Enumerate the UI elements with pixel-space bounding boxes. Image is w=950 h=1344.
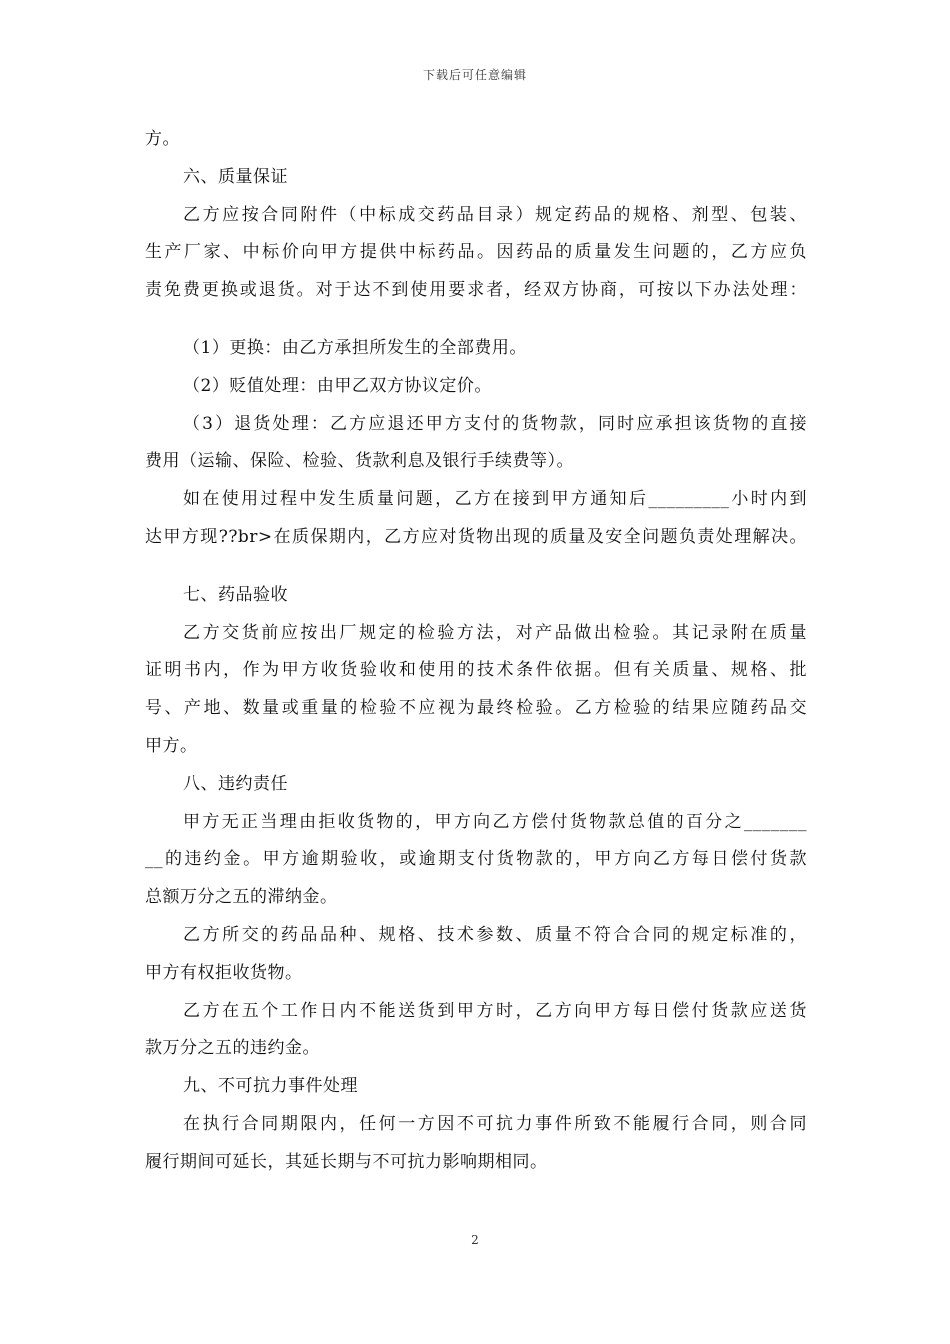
text-line: （2）贬值处理：由甲乙双方协议定价。: [183, 375, 492, 396]
page-number: 2: [471, 1233, 479, 1247]
text-line: 甲方。: [145, 735, 198, 756]
text-line: 方。: [145, 129, 180, 149]
page-header: 下载后可任意编辑: [422, 68, 527, 82]
document-body: [145, 121, 807, 1182]
text-line: 号、产地、数量或重量的检验不应视为最终检验。乙方检验的结果应随药品交: [145, 698, 807, 719]
text-line: 六、质量保证: [183, 166, 288, 187]
text-line: __的违约金。甲方逾期验收，或逾期支付货物款的，甲方向乙方每日偿付货款: [145, 849, 807, 870]
text-line: 生产厂家、中标价向甲方提供中标药品。因药品的质量发生问题的，乙方应负: [145, 242, 807, 263]
text-line: 责免费更换或退货。对于达不到使用要求者，经双方协商，可按以下办法处理：: [145, 280, 807, 301]
text-line: 总额万分之五的滞纳金。: [145, 887, 338, 908]
text-line: 证明书内，作为甲方收货验收和使用的技术条件依据。但有关质量、规格、批: [145, 660, 807, 681]
text-line: 乙方应按合同附件（中标成交药品目录）规定药品的规格、剂型、包装、: [183, 204, 807, 225]
text-line: 八、违约责任: [183, 773, 288, 794]
text-line: 乙方在五个工作日内不能送货到甲方时，乙方向甲方每日偿付货款应送货: [183, 1000, 807, 1021]
text-line: 甲方无正当理由拒收货物的，甲方向乙方偿付货物款总值的百分之_______: [183, 811, 807, 832]
text-line: 款万分之五的违约金。: [145, 1038, 320, 1059]
text-line: 履行期间可延长，其延长期与不可抗力影响期相同。: [145, 1151, 548, 1172]
text-line: （3）退货处理：乙方应退还甲方支付的货物款，同时应承担该货物的直接: [183, 413, 807, 434]
text-line: 如在使用过程中发生质量问题，乙方在接到甲方通知后_________小时内到: [183, 489, 807, 510]
text-line: 在执行合同期限内，任何一方因不可抗力事件所致不能履行合同，则合同: [183, 1113, 807, 1134]
text-line: 达甲方现??br>在质保期内，乙方应对货物出现的质量及安全问题负责处理解决。: [145, 526, 807, 547]
text-line: 费用（运输、保险、检验、货款利息及银行手续费等）。: [145, 451, 574, 472]
text-line: 乙方所交的药品品种、规格、技术参数、质量不符合合同的规定标准的，: [183, 924, 807, 945]
text-line: （1）更换：由乙方承担所发生的全部费用。: [183, 337, 527, 358]
text-line: 乙方交货前应按出厂规定的检验方法，对产品做出检验。其记录附在质量: [183, 622, 807, 643]
text-line: 甲方有权拒收货物。: [145, 962, 303, 983]
text-line: 九、不可抗力事件处理: [183, 1076, 358, 1097]
text-line: 七、药品验收: [183, 584, 288, 605]
